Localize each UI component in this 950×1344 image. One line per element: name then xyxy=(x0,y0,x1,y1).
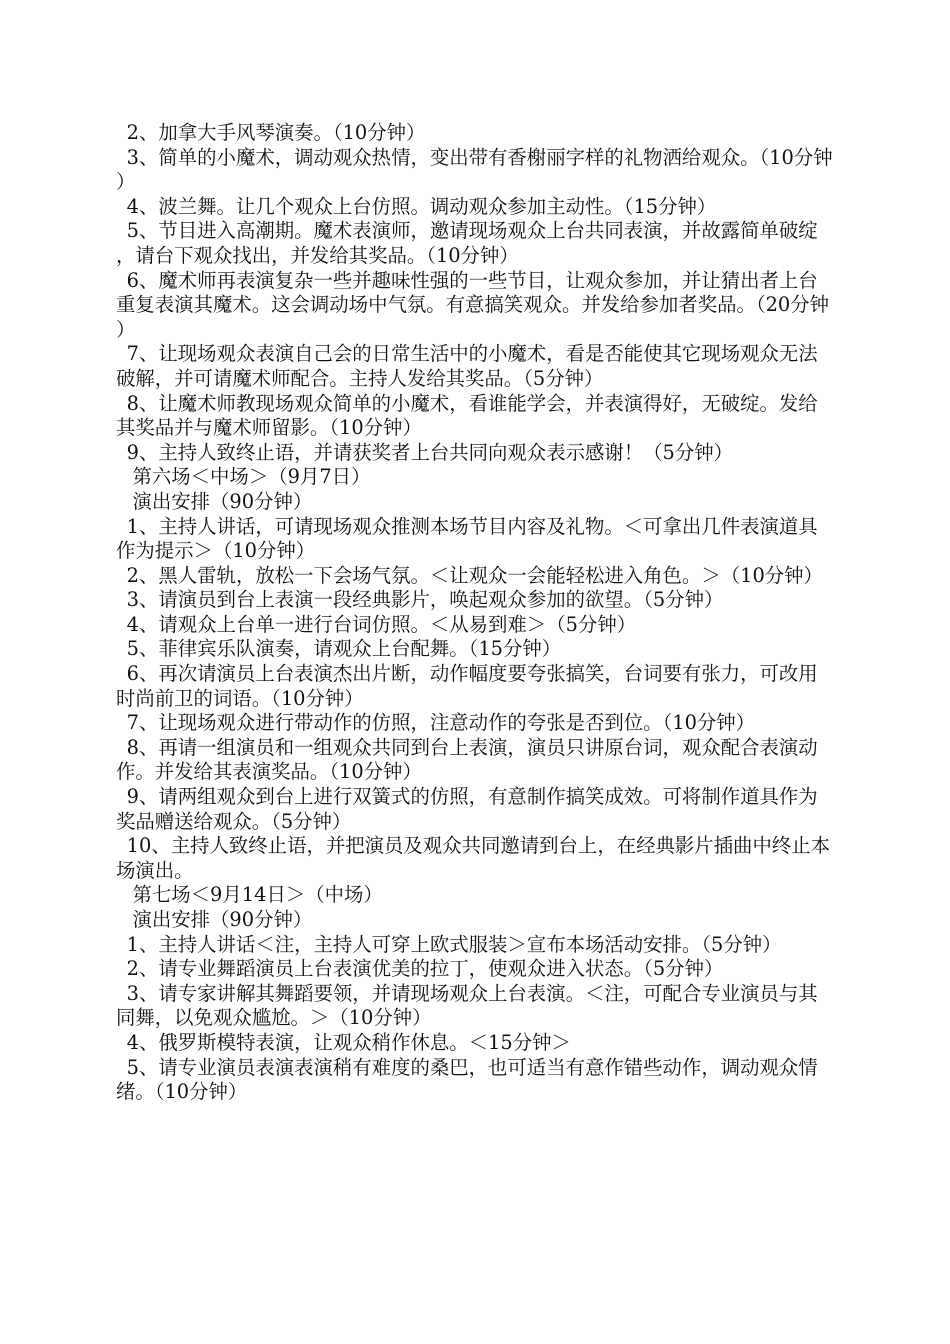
list-item: 9、请两组观众到台上进行双簧式的仿照，有意制作搞笑成效。可将制作道具作为奖品赠送给观众。（5分钟） xyxy=(116,785,818,833)
section-heading: 第六场＜中场＞（9月7日） xyxy=(132,465,371,489)
list-item: 4、俄罗斯模特表演，让观众稍作休息。＜15分钟＞ xyxy=(126,1030,571,1054)
list-item: 1、主持人讲话，可请现场观众推测本场节目内容及礼物。＜可拿出几件表演道具作为提示＞（10分钟） xyxy=(116,514,818,563)
list-item: 5、节目进入高潮期。魔术表演师，邀请现场观众上台共同表演，并故露简单破绽，请台下观众找出，并发给其奖品。（10分钟） xyxy=(116,219,818,267)
document-body xyxy=(116,121,834,1105)
list-item: 4、波兰舞。让几个观众上台仿照。调动观众参加主动性。（15分钟） xyxy=(126,194,717,218)
list-item: 6、再次请演员上台表演杰出片断，动作幅度要夸张搞笑，台词要有张力，可改用时尚前卫的词语。（10分钟） xyxy=(116,662,818,710)
list-item: 3、请演员到台上表演一段经典影片，唤起观众参加的欲望。（5分钟） xyxy=(126,588,724,612)
list-item: 7、让现场观众进行带动作的仿照，注意动作的夸张是否到位。（10分钟） xyxy=(126,711,756,735)
section-subheading: 演出安排（90分钟） xyxy=(132,908,313,931)
list-item: 6、魔术师再表演复杂一些并趣味性强的一些节目，让观众参加，并让猜出者上台重复表演其魔术。这会调动场中气氛。有意搞笑观众。并发给参加者奖品。（20分钟） xyxy=(116,268,830,341)
list-item: 7、让现场观众表演自己会的日常生活中的小魔术，看是否能使其它现场观众无法破解，并可请魔术师配合。主持人发给其奖品。（5分钟） xyxy=(116,342,818,390)
list-item: 1、主持人讲话＜注，主持人可穿上欧式服装＞宣布本场活动安排。（5分钟） xyxy=(126,932,782,956)
list-item: 2、请专业舞蹈演员上台表演优美的拉丁，使观众进入状态。（5分钟） xyxy=(126,957,724,981)
list-item: 4、请观众上台单一进行台词仿照。＜从易到难＞（5分钟） xyxy=(126,612,637,636)
list-item: 2、黑人雷轨，放松一下会场气氛。＜让观众一会能轻松进入角色。＞（10分钟） xyxy=(126,563,823,587)
list-item: 8、让魔术师教现场观众简单的小魔术，看谁能学会，并表演得好，无破绽。发给其奖品并与魔术师留影。（10分钟） xyxy=(116,391,818,440)
list-item: 3、简单的小魔术，调动观众热情，变出带有香榭丽字样的礼物洒给观众。（10分钟） xyxy=(116,145,833,194)
list-item: 3、请专家讲解其舞蹈要领，并请现场观众上台表演。＜注，可配合专业演员与其同舞，以免观众尴尬。＞（10分钟） xyxy=(116,981,818,1030)
list-item: 10、主持人致终止语，并把演员及观众共同邀请到台上，在经典影片插曲中终止本场演出。 xyxy=(116,834,831,882)
section-subheading: 演出安排（90分钟） xyxy=(132,489,313,513)
section-heading: 第七场＜9月14日＞（中场） xyxy=(132,883,383,907)
list-item: 8、再请一组演员和一组观众共同到台上表演，演员只讲原台词，观众配合表演动作。并发给其表演奖品。（10分钟） xyxy=(116,735,818,784)
list-item: 9、主持人致终止语，并请获奖者上台共同向观众表示感谢！（5分钟） xyxy=(126,440,734,464)
list-item: 2、加拿大手风琴演奏。（10分钟） xyxy=(126,121,426,144)
list-item: 5、请专业演员表演表演稍有难度的桑巴，也可适当有意作错些动作，调动观众情绪。（10分钟） xyxy=(116,1055,818,1104)
list-item: 5、菲律宾乐队演奏，请观众上台配舞。（15分钟） xyxy=(126,637,562,661)
